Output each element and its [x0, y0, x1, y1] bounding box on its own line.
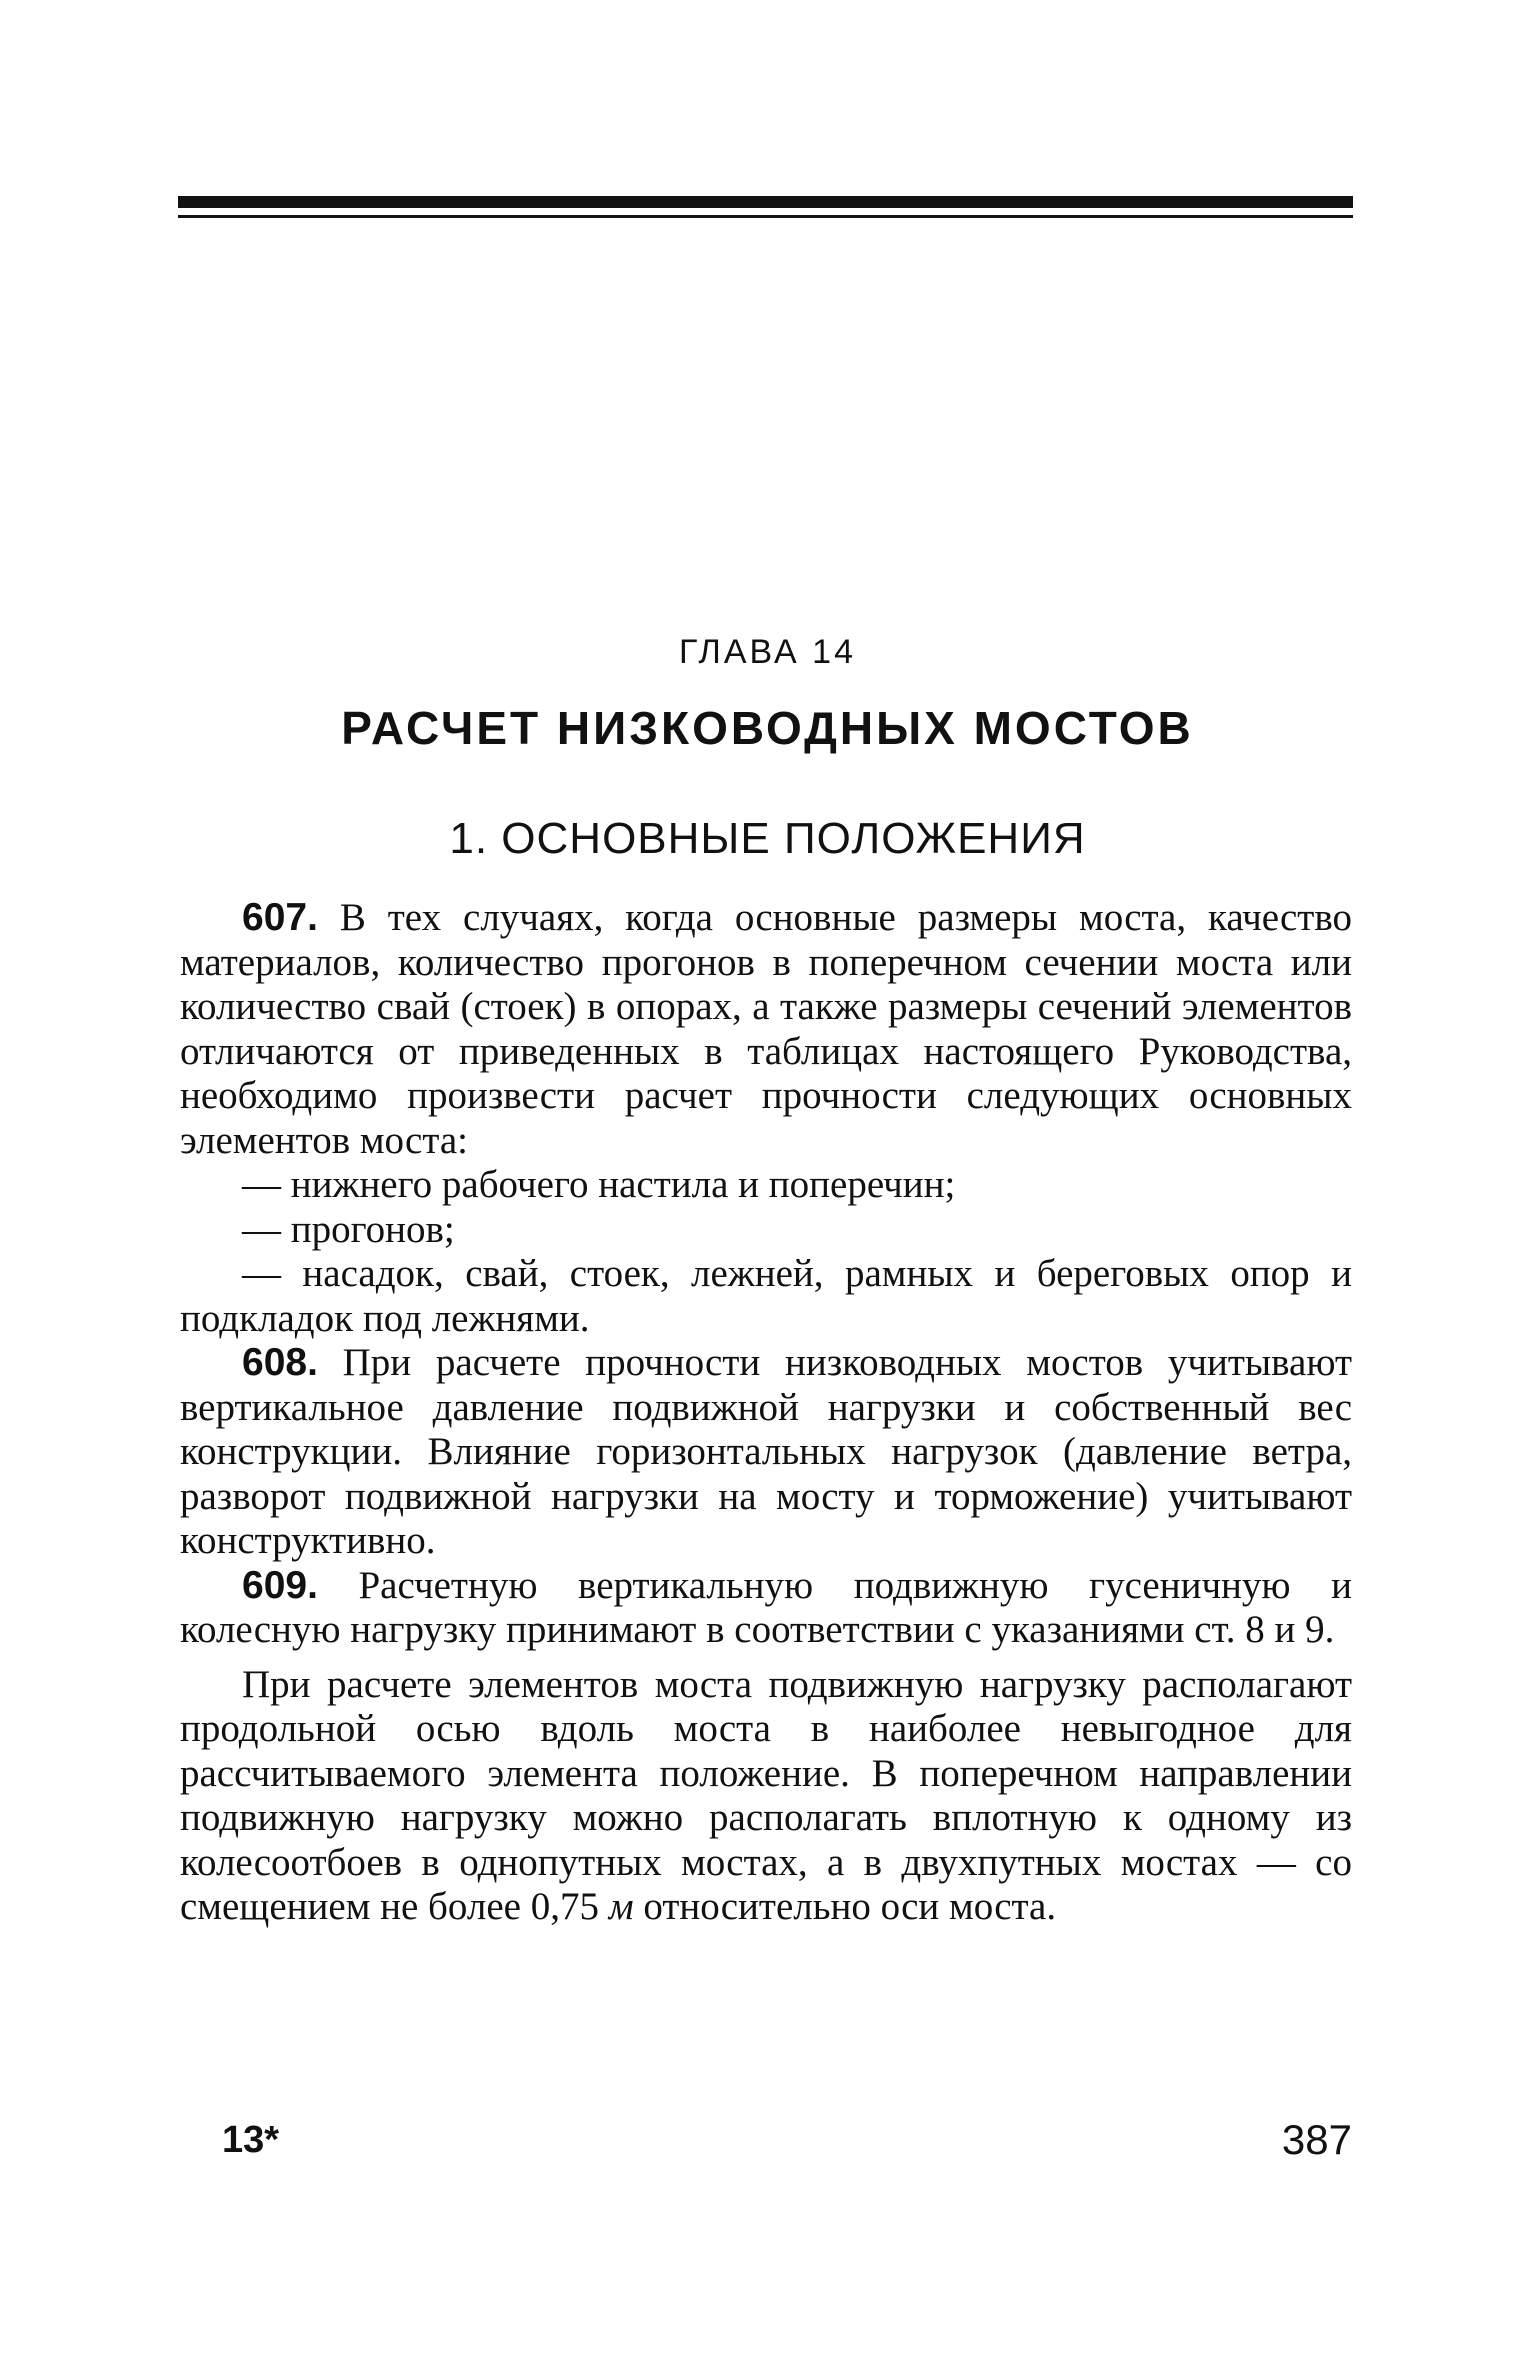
- header-rule-thin: [178, 215, 1353, 218]
- paragraph-number: 607.: [242, 896, 318, 939]
- chapter-title: РАСЧЕТ НИЗКОВОДНЫХ МОСТОВ: [341, 702, 1194, 754]
- paragraph-text: При расчете элементов моста подвижную нагрузку располагают продольной осью вдоль моста в наиболее невыгодное для рассчитываемого элемента положение. В поперечном направлении подвижную нагрузку можно располагать вплотную к одному из колесоотбоев в однопутных мостах, а в двухпутных мостах — со смещением не более 0,75: [180, 1662, 1352, 1928]
- body-text: [180, 896, 1352, 1930]
- list-item: — нижнего рабочего настила и поперечин;: [242, 1163, 956, 1206]
- section-heading: 1. ОСНОВНЫЕ ПОЛОЖЕНИЯ: [449, 814, 1086, 863]
- paragraph-text: При расчете прочности низководных мостов учитывают вертикальное давление подвижной нагрузки и собственный вес конструкции. Влияние горизонтальных нагрузок (давление ветра, разворот подвижной нагрузки на мосту и торможение) учитывают конструктивно.: [180, 1341, 1352, 1562]
- unit-label: м: [608, 1885, 634, 1928]
- paragraph-number: 609.: [242, 1563, 318, 1607]
- paragraph-609-continued: [180, 1663, 1352, 1930]
- paragraph-number: 608.: [242, 1341, 318, 1384]
- paragraph-text: Расчетную вертикальную подвижную гусеничную и колесную нагрузку принимают в соответствии с указаниями ст. 8 и 9.: [180, 1563, 1352, 1651]
- paragraph-607: [180, 896, 1352, 1163]
- page-number: 387: [1281, 2116, 1352, 2163]
- chapter-heading: ГЛАВА 14: [679, 633, 856, 671]
- signature-mark: 13*: [222, 2119, 280, 2161]
- paragraph-text: В тех случаях, когда основные размеры моста, качество материалов, количество прогонов в поперечном сечении моста или количество свай (стоек) в опорах, а также размеры сечений элементов отличаются от приведенных в таблицах настоящего Руководства, необходимо произвести расчет прочности следующих основных элементов моста:: [180, 896, 1352, 1162]
- header-rule-thick: [178, 196, 1353, 208]
- paragraph-608: [180, 1341, 1352, 1564]
- paragraph-609: [180, 1564, 1352, 1653]
- paragraph-text-end: относительно оси моста.: [633, 1885, 1057, 1928]
- list-item: — прогонов;: [242, 1207, 455, 1251]
- list-item: — насадок, свай, стоек, лежней, рамных и береговых опор и подкладок под лежнями.: [180, 1252, 1352, 1340]
